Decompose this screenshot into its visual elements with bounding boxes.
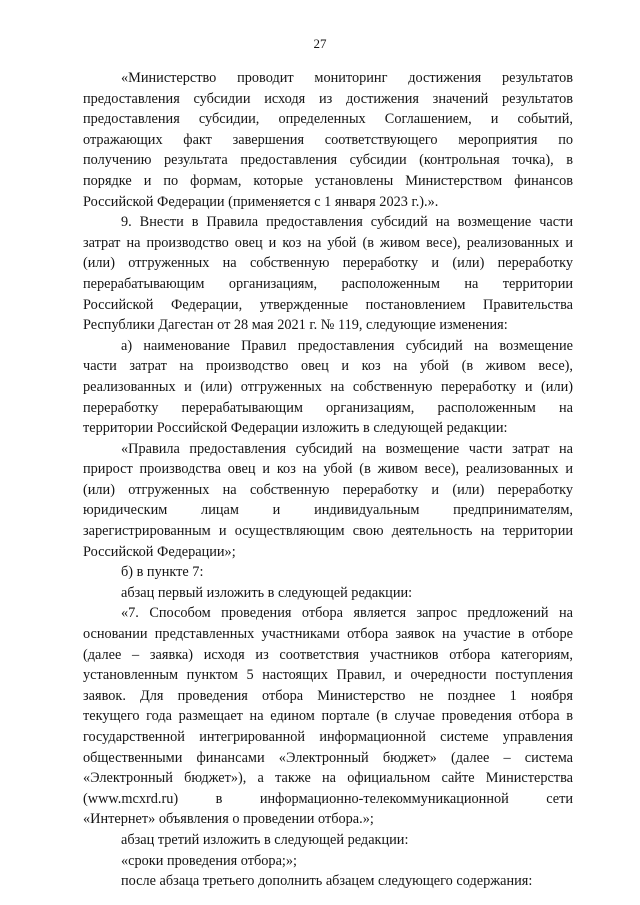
- text-line: абзац первый изложить в следующей редакции:: [121, 584, 413, 601]
- text-line: государственной интегрированной информационной системе управления: [83, 729, 573, 745]
- paragraph: [83, 212, 573, 336]
- paragraph: [83, 871, 573, 892]
- paragraph: [83, 68, 573, 212]
- text-line: общественными финансами «Электронный бюджет» (далее – система: [83, 749, 573, 766]
- text-line: основании представленных участниками отбора заявок на участие в отборе: [83, 626, 573, 643]
- text-line: реализованных и (или) отгруженных на собственную переработку и (или): [83, 378, 573, 395]
- text-line: 9. Внести в Правила предоставления субсидий на возмещение части: [121, 214, 573, 231]
- text-line: абзац третий изложить в следующей редакции:: [121, 831, 409, 848]
- text-line: прирост производства овец и коз на убой (в живом весе), реализованных и: [83, 461, 573, 478]
- text-line: текущего года размещает на едином портале (в случае проведения отбора в: [83, 708, 573, 725]
- text-line: предоставления субсидии исходя из достижения значений результатов: [83, 90, 573, 107]
- text-line: (или) отгруженных на собственную переработку и (или) переработку: [83, 481, 573, 498]
- text-line: получению результата предоставления субсидии (контрольная точка), в: [83, 152, 573, 169]
- text-line: юридическим лицам и индивидуальным предпринимателям,: [83, 502, 573, 519]
- text-line: перерабатывающим организациям, расположенным на территории: [83, 275, 573, 292]
- text-line: Российской Федерации, утвержденные постановлением Правительства: [83, 296, 573, 313]
- text-line: (www.mcxrd.ru) в информационно-телекоммуникационной сети: [83, 790, 573, 807]
- text-line: а) наименование Правил предоставления субсидий на возмещение: [121, 337, 573, 354]
- text-line: установленным пунктом 5 настоящих Правил, и очередности поступления: [83, 667, 573, 684]
- text-line: «7. Способом проведения отбора является запрос предложений на: [121, 605, 573, 622]
- text-line: зарегистрированным и осуществляющим свою деятельность на территории: [83, 523, 573, 540]
- paragraph: [83, 603, 573, 830]
- paragraph: [83, 851, 573, 872]
- text-line: «сроки проведения отбора;»;: [121, 852, 298, 869]
- text-line: территории Российской Федерации изложить в следующей редакции:: [83, 420, 508, 437]
- text-line: «Министерство проводит мониторинг достижения результатов: [121, 70, 573, 86]
- text-line: б) в пункте 7:: [121, 564, 204, 581]
- text-line: Российской Федерации»;: [83, 543, 236, 560]
- document-body: [83, 68, 573, 892]
- text-line: отражающих факт завершения соответствующего мероприятия по: [83, 131, 573, 148]
- text-line: заявок. Для проведения отбора Министерство не позднее 1 ноября: [83, 687, 573, 704]
- text-line: «Правила предоставления субсидий на возмещение части затрат на: [121, 440, 573, 457]
- paragraph: [83, 336, 573, 439]
- text-line: затрат на производство овец и коз на убой (в живом весе), реализованных и: [83, 234, 573, 251]
- text-line: части затрат на производство овец и коз на убой (в живом весе),: [83, 358, 573, 375]
- text-line: Российской Федерации (применяется с 1 января 2023 г.).».: [83, 193, 439, 210]
- paragraph: [83, 562, 573, 583]
- page-number: 27: [313, 36, 327, 51]
- text-line: «Электронный бюджет»), а также на официальном сайте Министерства: [83, 770, 573, 787]
- text-line: после абзаца третьего дополнить абзацем следующего содержания:: [121, 873, 533, 890]
- text-line: (или) отгруженных на собственную переработку и (или) переработку: [83, 255, 573, 272]
- paragraph: [83, 830, 573, 851]
- paragraph: [83, 439, 573, 563]
- text-line: Республики Дагестан от 28 мая 2021 г. № 119, следующие изменения:: [83, 317, 508, 334]
- paragraph: [83, 583, 573, 604]
- text-line: «Интернет» объявления о проведении отбора.»;: [83, 811, 374, 828]
- text-line: порядке и по формам, которые установлены Министерством финансов: [83, 172, 573, 189]
- text-line: предоставления субсидии, определенных Соглашением, и событий,: [83, 111, 573, 128]
- text-line: (далее – заявка) исходя из соответствия участников отбора категориям,: [83, 646, 573, 663]
- text-line: переработку перерабатывающим организациям, расположенным на: [83, 399, 573, 416]
